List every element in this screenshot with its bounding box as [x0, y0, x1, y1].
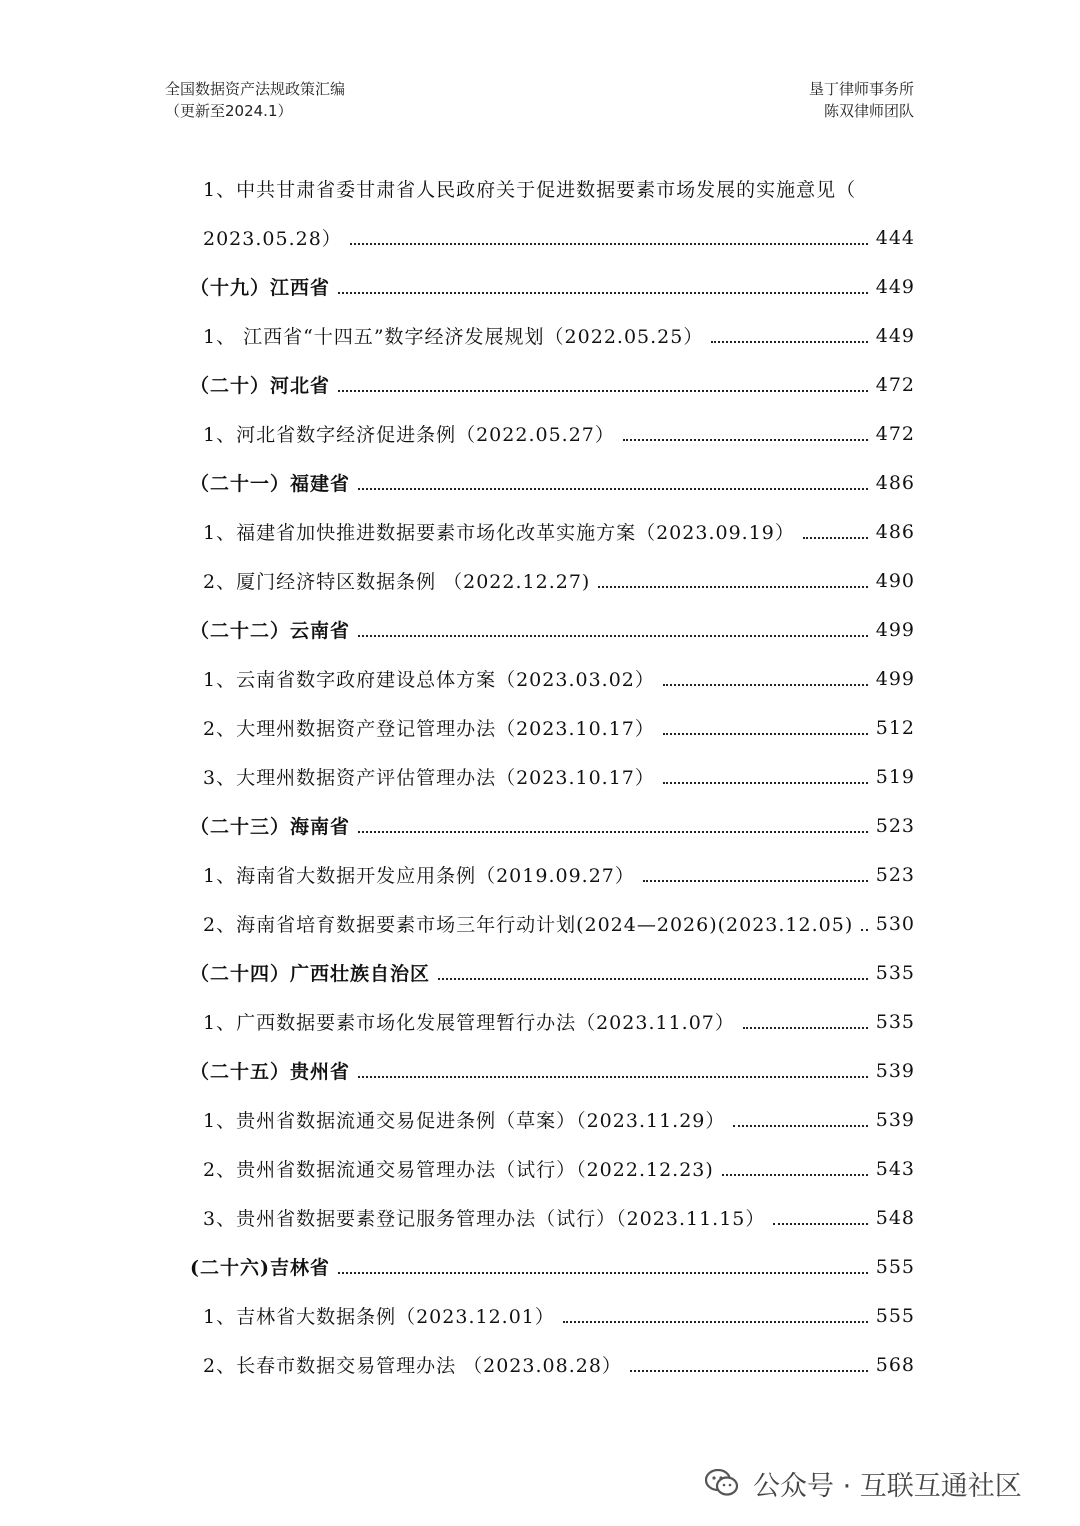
footer-text: 公众号 · 互联互通社区: [753, 1470, 1022, 1502]
toc-page-number: 523: [875, 814, 915, 837]
toc-page-number: 486: [875, 471, 915, 494]
toc-label: 2、贵州省数据流通交易管理办法（试行）（2022.12.23): [203, 1159, 714, 1181]
toc-leader-dots: [722, 1174, 868, 1176]
toc-leader-dots: [643, 880, 868, 882]
toc-leader-dots: [743, 1027, 868, 1029]
toc-label: （二十）河北省: [190, 375, 331, 397]
toc-leader-dots: [663, 684, 868, 686]
toc-label: （十九）江西省: [190, 277, 331, 299]
toc-leader-dots: [563, 1321, 868, 1323]
toc-section: [0, 262, 1080, 311]
footer-watermark: [705, 1458, 1022, 1508]
toc-entry: [0, 850, 1080, 899]
toc-entry: [0, 164, 1080, 213]
toc-page-number: 539: [875, 1108, 915, 1131]
toc-section: [0, 1046, 1080, 1095]
toc-leader-dots: [338, 292, 868, 294]
toc-label: 1、云南省数字政府建设总体方案（2023.03.02）: [203, 669, 655, 691]
toc-label: 2、海南省培育数据要素市场三年行动计划(2024—2026)(2023.12.05): [203, 914, 854, 936]
toc-entry: [0, 654, 1080, 703]
toc-section: [0, 458, 1080, 507]
toc-entry: [0, 752, 1080, 801]
toc-label: 1、广西数据要素市场化发展管理暂行办法（2023.11.07）: [203, 1012, 735, 1034]
toc-leader-dots: [803, 537, 868, 539]
toc-page-number: 555: [875, 1304, 915, 1327]
toc-page-number: 449: [875, 324, 915, 347]
header-left: [165, 78, 345, 122]
toc-label: （二十三）海南省: [190, 816, 351, 838]
toc-leader-dots: [630, 1370, 868, 1372]
toc-page-number: 535: [875, 1010, 915, 1033]
toc-page-number: 472: [875, 373, 915, 396]
toc-label: 1、福建省加快推进数据要素市场化改革实施方案（2023.09.19）: [203, 522, 795, 544]
toc-leader-dots: [358, 488, 868, 490]
toc-page-number: 490: [875, 569, 915, 592]
toc-label: 2、大理州数据资产登记管理办法（2023.10.17）: [203, 718, 655, 740]
toc-entry: [0, 556, 1080, 605]
toc-entry: [0, 213, 1080, 262]
toc-leader-dots: [358, 1076, 868, 1078]
toc-leader-dots: [358, 635, 868, 637]
toc-label: 2、长春市数据交易管理办法 （2023.08.28）: [203, 1355, 622, 1377]
toc-page-number: 555: [875, 1255, 915, 1278]
toc-label: 2023.05.28）: [203, 228, 342, 250]
toc-section: [0, 801, 1080, 850]
toc-page-number: 548: [875, 1206, 915, 1229]
toc-leader-dots: [861, 929, 868, 931]
toc-leader-dots: [358, 831, 868, 833]
toc-label: (二十六)吉林省: [190, 1257, 330, 1279]
toc-label: 1、河北省数字经济促进条例（2022.05.27）: [203, 424, 615, 446]
toc-entry: [0, 1095, 1080, 1144]
toc-page-number: 486: [875, 520, 915, 543]
toc-leader-dots: [711, 341, 867, 343]
toc-page-number: 535: [875, 961, 915, 984]
toc-leader-dots: [350, 243, 868, 245]
toc-entry: [0, 409, 1080, 458]
toc-leader-dots: [598, 586, 867, 588]
toc-page-number: 512: [875, 716, 915, 739]
toc-leader-dots: [438, 978, 868, 980]
toc-entry: [0, 899, 1080, 948]
toc-leader-dots: [623, 439, 868, 441]
toc-page-number: 568: [875, 1353, 915, 1376]
header-team: 陈双律师团队: [823, 102, 914, 120]
toc-page-number: 523: [875, 863, 915, 886]
toc-entry: [0, 703, 1080, 752]
toc-entry: [0, 507, 1080, 556]
toc-entry: [0, 311, 1080, 360]
toc-label: 1、吉林省大数据条例（2023.12.01）: [203, 1306, 555, 1328]
toc-entry: [0, 1144, 1080, 1193]
toc-leader-dots: [338, 390, 868, 392]
toc-page-number: 530: [875, 912, 915, 935]
toc-leader-dots: [338, 1272, 868, 1274]
toc-page-number: 499: [875, 667, 915, 690]
toc-label: 1、中共甘肃省委甘肃省人民政府关于促进数据要素市场发展的实施意见（: [203, 179, 857, 201]
toc-label: （二十一）福建省: [190, 473, 351, 495]
toc-leader-dots: [663, 782, 868, 784]
toc-page-number: 539: [875, 1059, 915, 1082]
header-right: [809, 78, 914, 122]
toc-label: （二十二）云南省: [190, 620, 351, 642]
toc-page-number: 519: [875, 765, 915, 788]
header-firm: 垦丁律师事务所: [808, 80, 914, 98]
toc-label: 3、大理州数据资产评估管理办法（2023.10.17）: [203, 767, 655, 789]
toc-label: 1、 江西省“十四五”数字经济发展规划（2022.05.25）: [203, 326, 704, 348]
toc-entry: [0, 1193, 1080, 1242]
toc-page-number: 499: [875, 618, 915, 641]
toc-leader-dots: [773, 1223, 867, 1225]
toc-leader-dots: [733, 1125, 867, 1127]
toc-page-number: 449: [875, 275, 915, 298]
toc-label: （二十五）贵州省: [190, 1061, 351, 1083]
header-doc-update: （更新至2024.1）: [165, 102, 293, 120]
toc-entry: [0, 997, 1080, 1046]
toc-entry: [0, 1340, 1080, 1389]
wechat-icon: [705, 1469, 739, 1497]
toc-label: 2、厦门经济特区数据条例 （2022.12.27): [203, 571, 591, 593]
toc-section: [0, 1242, 1080, 1291]
toc-page-number: 543: [875, 1157, 915, 1180]
toc-entry: [0, 1291, 1080, 1340]
toc-label: 1、贵州省数据流通交易促进条例（草案）（2023.11.29）: [203, 1110, 726, 1132]
toc-label: 1、海南省大数据开发应用条例（2019.09.27）: [203, 865, 635, 887]
toc-section: [0, 948, 1080, 997]
toc-section: [0, 360, 1080, 409]
toc-page-number: 444: [875, 226, 915, 249]
toc-label: 3、贵州省数据要素登记服务管理办法（试行）（2023.11.15）: [203, 1208, 766, 1230]
header-doc-title: 全国数据资产法规政策汇编: [165, 80, 346, 98]
toc-page-number: 472: [875, 422, 915, 445]
toc-label: （二十四）广西壮族自治区: [190, 963, 431, 985]
toc-leader-dots: [663, 733, 868, 735]
toc-section: [0, 605, 1080, 654]
